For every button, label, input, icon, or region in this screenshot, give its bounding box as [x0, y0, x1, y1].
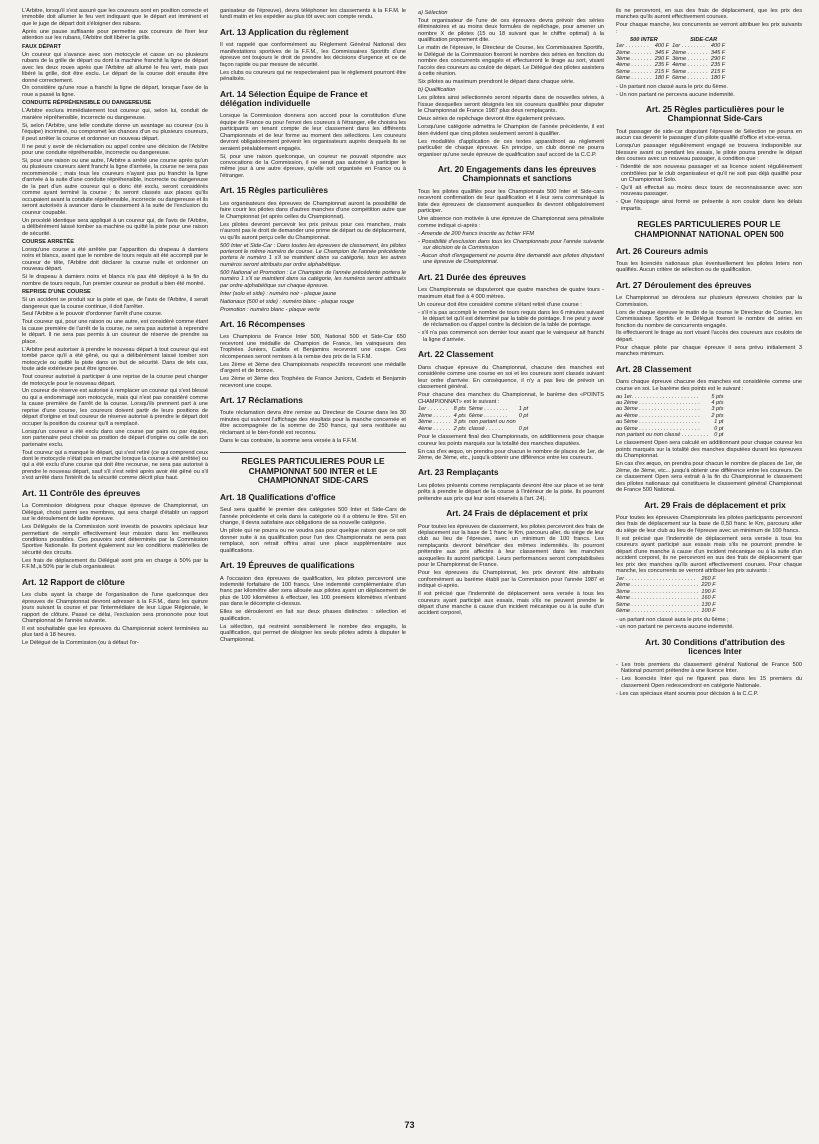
paragraph: Pour toutes les épreuves Championnats les pilotes participants percevront des frais de déplacement sur la base de 0,50 franc le Km, parcouru aller du siège de leur club au lieu de l'épreuve avec un minimum de 100 francs. — [616, 514, 802, 534]
table-row — [616, 43, 728, 49]
paragraph: Un pilote qui ne pourra ou ne voudra pas pour quelque raison que ce soit donner suite à sa qualification pour l'un des Championnats ne sera pas remplacé, son retrait offrira ainsi une place supplémentaire aux qualifications. — [220, 528, 406, 554]
paragraph: Les pilotes présents comme remplaçants devront être sur place et se tenir prêts à prendre le départ de la course à l'intérieur de la piste. Ils pourront prétendre aux prix qui leur sont réservés à l'art. 24). — [418, 482, 604, 502]
paragraph: Les organisateurs des épreuves de Championnat auront la possibilité de faire courir les pilotes dans d'autres manches d'une compétition autre que le Championnat (et après celles du Championnat). — [220, 200, 406, 220]
table-cell: 6ème . . . . . . . . — [468, 412, 508, 419]
paragraph: Lorsqu'une course a été arrêtée par l'apparition du drapeau à damiers noirs et blancs, avant que le nombre de tours requis ait été accompli par le coureur de tête, l'Arbitre doit déclarer la course nulle et ordonner un nouveau départ. — [22, 246, 208, 273]
table-row — [616, 608, 719, 614]
list-item: - Les licenciés Inter qui ne figurent pas dans les 15 premiers du classement Open redescendront en catégorie Nationale. — [616, 676, 802, 689]
table-cell: 3ème . . . . . . . — [672, 56, 708, 63]
table-cell: 180 F — [710, 75, 726, 82]
table-cell: 3 pts — [453, 419, 466, 426]
paragraph: - Un non partant ne percevra aucune indemnité. — [616, 91, 735, 98]
table-cell: 0 pt — [714, 432, 724, 439]
table-cell: 400 F — [710, 43, 726, 50]
table-header: 500 INTER — [630, 36, 658, 43]
table-cell: 220 F — [701, 582, 716, 589]
list-item: - Que l'équipage ainsi formé se présente à son couloir dans les délais impartis. — [616, 199, 802, 212]
paragraph: Il ne peut y avoir de réclamation ou appel contre une décision de l'Arbitre pour une conduite répréhensible, incorrecte ou dangereuse. — [22, 143, 208, 157]
prize-table — [616, 37, 728, 82]
paragraph: Il est souhaitable que les épreuves du Championnat soient terminées au plus tard à 18 heures. — [22, 625, 208, 639]
article-heading-23: Art. 23 Remplaçants — [418, 467, 499, 478]
paragraph: On considère qu'une roue a franchi la ligne de départ, lorsque l'axe de la roue a passé la ligne. — [22, 85, 208, 98]
subheading-course-arretee: COURSE ARRETÉE — [22, 238, 75, 245]
paragraph: Le Délégué de la Commission (ou à défaut l'or- — [22, 640, 139, 647]
column-2 — [220, 8, 406, 1098]
table-cell: 2ème . . . . . . . . . . . . . . . . . . . . . . — [616, 582, 699, 589]
table-cell: au 4ème . . . . . . . . . . . . . . . . . . . . — [616, 412, 700, 419]
table-cell: 3ème . . . . . . . . . . . . . . . . . . . . . . — [616, 588, 699, 595]
table-cell: 5ème . . . . . . . . . . . . . . . . . . . . . . — [616, 601, 699, 608]
table-cell: 1er . . . . . . . — [418, 406, 448, 413]
article-heading-12: Art. 12 Rapport de clôture — [22, 576, 125, 587]
list-item: - Les trois premiers du classement général National de France 500 National pourront prétendre à une licence Inter. — [616, 661, 802, 675]
paragraph: Pour toutes les épreuves de classement, les pilotes percevront des frais de déplacement sur la base de 1 franc le Km, parcouru aller, du siège de leur club au lieu de l'épreuve, avec un minimum de 100 francs. Les remplaçants devront bénéficier des mêmes indemnités. Ils pourront prétendre aux prix affectés à leur classement dans les manches auxquelles ils auront participé. Leurs performances seront comptabilisées pour le Championnat de France. — [418, 523, 604, 569]
article-heading-21: Art. 21 Durée des épreuves — [418, 271, 526, 282]
table-cell: 2 pts — [711, 412, 724, 419]
article-heading-13: Art. 13 Application du règlement — [220, 26, 349, 37]
paragraph: 500 National et Promotion : Le Champion de l'année précédente portera le numéro 1 s'il se maintient dans sa catégorie, les numéros seront attribués par ordre alphabétique sur chaque épreuve. — [220, 269, 406, 289]
table-cell: 180 F — [654, 75, 670, 82]
paragraph: Si, selon l'Arbitre, une telle conduite donne un avantage au coureur (ou à l'équipe) incriminé, ou compromet les chances d'un ou plusieurs coureurs, il peut arrêter la course et ordonner un nouveau départ. — [22, 122, 208, 142]
subheading-faux-depart: FAUX DÉPART — [22, 43, 62, 50]
paragraph: Tous les pilotes qualifiés pour les Championnats 500 Inter et Side-cars recevront confirmation de leur qualification et il leur sera communiqué la liste des épreuves de classement auxquelles ils devront obligatoirement participer. — [418, 188, 604, 215]
paragraph: L'Arbitre peut autoriser à prendre le nouveau départ à tout coureur qui est tombé parce qu'il a été gêné, ou qui a délibérément laissé tomber son motocycle ou quitté la piste dans un but de sécurité. Dans de tels cas, toute aide extérieure peut être ignorée. — [22, 346, 208, 373]
table-cell: classé . . . . . . — [468, 425, 504, 432]
paragraph: Lors de chaque épreuve le matin de la course le Directeur de Course, les Commissaires Sportifs et le Délégué fixeront le nombre de séries en fonction du nombre de concurrents engagés. — [616, 309, 802, 329]
table-cell: 1er . . . . . . . . . . . . . . . . . . . . . . . — [616, 576, 696, 583]
paragraph: A l'occasion des épreuves de qualification, les pilotes percevront une indemnité forfaitaire de 100 francs. Une indemnité complémentaire d'un franc par kilomètre aller sera allouée aux pilotes ayant un déplacement de plus de 100 kilomètres à effectuer, les 100 premiers kilomètres n'entrant pas dans le décompte ci-dessus. — [220, 575, 406, 608]
paragraph: ganisateur de l'épreuve), devra téléphoner les classements à la F.F.M. le lundi matin et les expédier au plus tôt avec son compte rendu. — [220, 8, 406, 21]
paragraph: L'Arbitre, lorsqu'il s'est assuré que les coureurs sont en position correcte et immobile doit allumer le feu vert indiquant que le départ est imminent et que le juge de départ doit s'éloigner des rubans. — [22, 8, 208, 27]
paragraph: Dans chaque épreuve chacune des manches est considérée comme une course en soi. Le barème des points est le suivant : — [616, 379, 802, 392]
paragraph: La Commission désignera pour chaque épreuve de Championnat, un Délégué, choisi parmi ses membres, qui sera chargé d'établir un rapport sur le déroulement de ladite épreuve. — [22, 503, 208, 523]
document-page — [22, 8, 802, 1098]
plate-rule: Nationaux (500 et side) : numéro blanc - plaque rouge — [220, 298, 355, 305]
article-heading-14: Art. 14 Sélection Équipe de France et délégation individuelle — [220, 88, 368, 108]
paragraph: - Un partant non classé aura le prix du 6ème. — [616, 83, 728, 90]
paragraph: Les frais de déplacement du Délégué sont pris en charge à 50% par la F.F.M.,à 50% par le club organisateur. — [22, 557, 208, 571]
table-cell: 8 pts — [453, 406, 466, 413]
paragraph: Il est précisé que l'indemnité de déplacement sera versée à tous les coureurs ayant participé aux essais mais s'ils ne pourront prendre le départ d'une manche à cause d'un incident mécanique ou à la suite d'un accident corporel, ils ne percevront en sus des frais de déplacement que les prix des manches qu'ils auront effectivement courues. Pour chaque manche, les concurrents se verront attribuer les prix suivants : — [616, 535, 802, 575]
paragraph: Seul l'Arbitre a le pouvoir d'ordonner l'arrêt d'une course. — [22, 311, 163, 318]
column-4 — [616, 8, 802, 1098]
paragraph: Après une pause suffisante pour permettre aux coureurs de fixer leur attention sur les rubans, l'Arbitre doit libérer la grille. — [22, 28, 208, 42]
paragraph: - un non partant ne percevra aucune indemnité. — [616, 624, 734, 631]
points-table — [418, 406, 531, 432]
paragraph: Les pilotes ainsi sélectionnés seront répartis dans de nouvelles séries, à l'issue desquelles seront désignés les six coureurs qualifiés pour disputer le Championnat de France 1987 plus deux remplaçants. — [418, 95, 604, 115]
paragraph: Un coureur qui s'avance avec son motocycle et casse un ou plusieurs rubans de la grille de départ ou dont la machine franchit la ligne de départ avec les deux roues après que l'Arbitre ait allumé le feu vert, mais pas libéré la grille, doit être exclu. Le départ de la course doit ensuite être donné correctement. — [22, 51, 208, 84]
table-cell: 160 F — [701, 595, 716, 602]
paragraph: Tout coureur qui, pour une raison ou une autre, est considéré comme étant la cause première de l'arrêt de la course, ne sera pas autorisé à reprendre le départ. Il ne sera pas permis à un coureur de réserve de prendre sa place. — [22, 319, 208, 345]
table-cell: 4ème . . . . . . . . . . . . . . . . . . . . . . — [616, 595, 699, 602]
table-cell: non partant ou non classé . . . . . . . . . — [616, 432, 709, 439]
table-cell: 6ème . . . . . . . — [672, 75, 708, 82]
table-cell: au 2ème . . . . . . . . . . . . . . . . . . . . — [616, 400, 700, 407]
table-cell: non partant ou non — [468, 419, 516, 426]
paragraph: Ils effectueront le tirage au sort visant l'accès des coureurs aux couloirs de départ. — [616, 330, 802, 343]
table-cell: au 3ème . . . . . . . . . . . . . . . . . . . . — [616, 406, 700, 413]
list-item: - Amende de 200 francs inscrite au fichier FFM — [418, 230, 535, 237]
paragraph: Les clubs ou coureurs qui ne respecteraient pas le règlement pourront être pénalisés. — [220, 69, 406, 83]
table-cell: 2ème . . . . . . . — [672, 49, 708, 56]
table-row — [418, 419, 531, 425]
table-cell: au 5ème . . . . . . . . . . . . . . . . . . . . — [616, 419, 700, 426]
article-heading-19: Art. 19 Épreuves de qualifications — [220, 560, 355, 571]
paragraph: Seul sera qualifié le premier des catégories 500 Inter et Side-Cars de l'année précédente et cela dans la catégorie où il a obtenu le titre. S'il en change, il devra satisfaire aux obligations de sa nouvelle catégorie. — [220, 507, 406, 527]
paragraph: Les Champions de France Inter 500, National 500 et Side-Car 650 recevront une médaille de Champion de France, les vainqueurs des Trophées Juniors, Cadets et Benjamins recevront une coupe. Ces récompenses seront remises à la remise des prix de la F.F.M. — [220, 334, 406, 360]
article-heading-29: Art. 29 Frais de déplacement et prix — [644, 499, 786, 510]
paragraph: Une absence non motivée à une épreuve de Championnat sera pénalisée comme indiqué ci-après : — [418, 216, 604, 229]
list-item: - Les cas spéciaux étant soumis pour décision à la C.C.P. — [616, 690, 759, 697]
table-cell: 400 F — [654, 43, 670, 50]
paragraph: La sélection, qui restreint sensiblement le nombre des engagés, la qualification, qui permet de désigner les seuls pilotes admis à disputer le Championnat. — [220, 623, 406, 643]
table-cell: 4 pts — [453, 412, 466, 419]
paragraph: Les Délégués de la Commission sont investis de pouvoirs spéciaux leur permettant de remplir effectivement leur mission dans les meilleures conditions possibles. Ces pouvoirs sont déterminés par la Commission Sportive Nationale. Ils portent également sur les conditions matérielles de sécurité des circuits. — [22, 524, 208, 556]
table-cell: 3ème . . . . . . — [418, 419, 451, 426]
paragraph: Les pilotes devront percevoir les prix prévus pour ces manches, mais n'auront pas le droit de demander une prime de départ ou de déplacement, vu qu'ils auront perçu celle du Championnat. — [220, 221, 406, 241]
paragraph: Lorsqu'un passager régulièrement engagé se trouvera indisponible sur blessure avant ou pendant les essais, le pilote pourra prendre le départ des courses avec un nouveau passager, à condition que : — [616, 143, 802, 163]
paragraph: Elles se dérouleront en fait sur deux phases distinctes : sélection et qualification. — [220, 609, 406, 622]
table-cell: 5ème . . . . . . . . — [468, 406, 508, 413]
table-row — [616, 582, 719, 588]
paragraph: Tous les licenciés nationaux plus éventuellement les pilotes Inters non qualifiés. Aucun critère de sélection ou de qualification. — [616, 260, 802, 274]
table-cell: 2 pts — [453, 425, 466, 432]
paragraph: - un partant non classé aura le prix du 6ème ; — [616, 616, 729, 623]
paragraph: Tout passager de side-car disputant l'épreuve de Sélection ne pourra en aucun cas devenir le passager d'un pilote qualifié d'office et vice-versa. — [616, 128, 802, 142]
table-row — [616, 75, 728, 81]
paragraph: Il est précisé que l'indemnité de déplacement sera versée à tous les coureurs ayant participé aux essais, mais s'ils ne peuvent prendre le départ d'une manche à cause d'un incident mécanique ou à la suite d'un accident corporel, — [418, 591, 604, 617]
table-cell: 130 F — [701, 601, 716, 608]
table-cell: 0 pt — [518, 412, 529, 419]
list-item: - s'il n'a pas commencé son dernier tour avant que le vainqueur ait franchi la ligne d'arrivée. — [418, 330, 604, 343]
paragraph: Tout coureur qui a manqué le départ, qui s'est retiré (ce qui comprend ceux dont le motocycle n'était pas en marche lorsque la course a été arrêtée) ou qui a été exclu d'une course qui doit être recourue, ne sera pas autorisé à prendre le nouveau départ, sauf s'il s'est retiré après avoir été gêné ou s'il s'est arrêté dans l'intérêt de la sécurité comme décrit plus haut. — [22, 449, 208, 482]
paragraph: Lorsque la Commission donnera son accord pour la constitution d'une équipe de France ou pour l'envoi des coureurs à l'étranger, elle choisira les participants en tenant compte de leur classement dans les différents Championnats et de leur forme au moment des sélections. Les coureurs devront obligatoirement prévenir les organisateurs auprès desquels ils se seraient préalablement engagés. — [220, 113, 406, 152]
article-heading-25: Art. 25 Règles particulières pour le Championnat Side-Cars — [645, 104, 785, 124]
table-cell: 1er . . . . . . . . — [672, 43, 706, 50]
list-item: - l'identité de son nouveau passager et sa licence soient régulièrement contrôlées par le club organisateur et qu'il ne soit pas déjà qualifié pour un Championnat Solo. — [616, 164, 802, 184]
column-3 — [418, 8, 604, 1098]
table-cell: au 6ème . . . . . . . . . . . . . . . . . . . . — [616, 425, 700, 432]
paragraph: Tout organisateur de l'une de ces épreuves devra prévoir des séries éliminatoires et au moins deux formules de repêchage, pour amener un nombre X de pilotes (15 ou 18 suivant que le chiffre optimal) à la qualification proprement dite. — [418, 17, 604, 44]
paragraph: Tout coureur autorisé à participer à une reprise de la course peut changer de motocycle pour le nouveau départ. — [22, 374, 208, 387]
article-heading-16: Art. 16 Récompenses — [220, 319, 306, 330]
paragraph: Les Championnats se disputeront que quatre manches de quatre tours - maximum était fixé à 4 000 mètres. — [418, 287, 604, 300]
paragraph: Les modalités d'application de ces textes apparaîtront au règlement particulier de chaque épreuve. En principe, un club donné ne pourra organiser qu'une seule épreuve de qualification sauf accord de la C.C.P. — [418, 138, 604, 158]
table-cell: 5 pts — [711, 393, 724, 400]
table-header: SIDE-CAR — [690, 36, 718, 43]
table-cell: 3 pts — [711, 406, 724, 413]
article-heading-24: Art. 24 Frais de déplacement et prix — [446, 508, 588, 519]
paragraph: Lorsqu'un coureur a été exclu dans une course par pairs ou par équipe, son partenaire peut choisir sa position de départ d'origine ou celle de son partenaire exclu. — [22, 428, 208, 448]
paragraph: Dans le cas contraire, la somme sera versée à la F.F.M. — [220, 437, 358, 444]
article-heading-27: Art. 27 Déroulement des épreuves — [616, 279, 752, 290]
paragraph: Si un accident se produit sur la piste et que, de l'avis de l'Arbitre, il serait dangereux que la course continue, il doit l'arrêter. — [22, 297, 208, 310]
points-table — [616, 394, 727, 439]
article-heading-22: Art. 22 Classement — [418, 349, 494, 360]
paragraph: Pour chacune des manches du Championnat, le barème des «POINTS CHAMPIONNAT» est le suivant : — [418, 392, 604, 405]
article-heading-18: Art. 18 Qualifications d'office — [220, 492, 336, 503]
paragraph: Le Championnat se déroulera sur plusieurs épreuves choisies par la Commission. — [616, 295, 802, 308]
article-heading-15: Art. 15 Règles particulières — [220, 185, 328, 196]
paragraph: Si le drapeau à damiers noirs et blancs n'a pas été déployé à la fin du nombre de tours requis, l'un premier coureur se produit a bien été montré. — [22, 274, 208, 287]
table-cell: 4ème . . . . . . — [418, 425, 451, 432]
table-cell: 260 F — [701, 576, 716, 583]
subheading-conduite: CONDUITE RÉPRÉHENSIBLE OU DANGEREUSE — [22, 100, 152, 107]
paragraph: Les 2ème et 3ème des Trophées de France Juniors, Cadets et Benjamin recevront une coupe. — [220, 376, 406, 389]
paragraph: Le matin de l'épreuve, le Directeur de Course, les Commissaires Sportifs, le Délégué de la Commission fixeront le nombre des séries en fonction du nombre des concurrents engagés et effectueront le tirage au sort, visant l'accès des coureurs au couloir de départ. Le Délégué des pilotes assistera à cette réunion. — [418, 45, 604, 78]
table-cell: 4ème . . . . . . . — [672, 62, 708, 69]
table-cell: 2ème . . . . . . — [418, 412, 451, 419]
section-heading: REGLES PARTICULIERES POUR LE CHAMPIONNAT NATIONAL OPEN 500 — [634, 219, 784, 239]
paragraph: En cas d'ex æquo, on prendra pour chacun le nombre de places de 1er, de 2ème, de 3ème, etc., jusqu'à obtenir une différence entre les coureurs. — [418, 448, 604, 461]
table-cell: 2ème . . . . . . . — [616, 49, 652, 56]
paragraph: 500 Inter et Side-Car : Dans toutes les épreuves de classement, les pilotes porteront le même numéro de course. Le Champion de l'année précédente portera le numéro 1 s'il se maintient dans sa catégorie, tous les autres numéros seront attribués par ordre alphabétique. — [220, 242, 406, 268]
paragraph: Si, pour une raison ou une autre, l'Arbitre a arrêté une course après qu'un ou plusieurs coureurs aient franchi la ligne d'arrivée, la course ne sera pas recommencée ; mais tous les coureurs n'ayant pas pu franchir la ligne d'arrivée à la suite d'une conduite répréhensible, incorrecte ou dangereuse de la part d'un autre coureur qui a donc été exclu, seront considérés comme ayant terminé la course ; ils seront classés aux places qu'ils occupaient avant la conduite répréhensible, incorrecte ou dangereuse et ils seront autorisés à avancer dans le classement à la suite de l'exclusion du coureur coupable. — [22, 158, 208, 216]
article-heading-30: Art. 30 Conditions d'attribution des licences Inter — [645, 636, 785, 657]
paragraph: Pour les épreuves du Championnat, les prix devront être attribués conformément au barème établi par la Commission pour l'année 1987 et indiqué ci-après. — [418, 570, 604, 590]
table-cell: 345 F — [654, 49, 670, 56]
table-cell: 290 F — [654, 56, 670, 63]
paragraph: Un coureur doit être considéré comme s'étant retiré d'une course : — [418, 301, 582, 308]
table-cell: 235 F — [710, 62, 726, 69]
plate-rule: Promotion : numéro blanc - plaque verte — [220, 306, 320, 313]
table-cell: 215 F — [710, 68, 726, 75]
list-item: - Qu'il ait effectué au moins deux tours de reconnaissance avec son nouveau passager. — [616, 185, 802, 198]
article-heading-20: Art. 20 Engagements dans les épreuves Championnats et sanctions — [437, 164, 597, 184]
paragraph: Deux séries de repêchage devront être également prévues. — [418, 116, 566, 123]
table-cell: 5ème . . . . . . . — [616, 68, 652, 75]
paragraph: Si, pour une raison quelconque, un coureur ne pouvait répondre aux convocations de la Commission, il ne serait pas autorisé à participer le même jour à une autre épreuve, qu'elle soit organisée en France ou à l'étranger. — [220, 153, 406, 179]
table-cell: 290 F — [710, 56, 726, 63]
list-item: - s'il n'a pas accompli le nombre de tours requis dans les 6 minutes suivant le départ tel qu'il est déterminé par la table de pointage. Il ne peut y avoir de réclamation ou d'appel contre la décision de la table de pointage. — [418, 309, 604, 329]
paragraph: ils ne percevront, en sus des frais de déplacement, que les prix des manches qu'ils auront effectivement courues. — [616, 8, 802, 21]
article-heading-28: Art. 28 Classement — [616, 363, 692, 374]
table-row — [616, 62, 728, 68]
table-row — [616, 432, 727, 438]
table-cell: 0 pt — [714, 425, 724, 432]
article-heading-26: Art. 26 Coureurs admis — [616, 245, 709, 256]
column-1 — [22, 8, 208, 1098]
table-cell: 5ème . . . . . . . — [672, 68, 708, 75]
table-cell: 4ème . . . . . . . — [616, 62, 652, 69]
list-item: - Aucun droit d'engagement ne pourra être demandé aux pilotes disputant une épreuve de Championnat. — [418, 252, 604, 266]
paragraph: Un coureur de réserve est autorisé à remplacer un coureur qui s'est blessé ou qui a endommagé son motocycle, mais qui n'est pas considéré comme la cause première de l'arrêt de la course. Lorsqu'ils prennent part à une reprise d'une course, les coureurs doivent partir de leurs positions de départ d'origine et tout coureur de réserve autorisé à prendre le départ doit occuper la position du coureur qu'il a remplacé. — [22, 388, 208, 427]
paragraph: Le classement Open sera calculé en additionnant pour chaque coureur les points marqués sur la totalité des manches disputées durant les épreuves du Championnat. — [616, 440, 802, 460]
sublabel-qualification: b) Qualification — [418, 87, 456, 94]
table-cell: 235 F — [654, 62, 670, 69]
paragraph: Pour chaque pilote par chaque épreuve il sera prévu initialement 3 manches minimum. — [616, 344, 802, 358]
paragraph: Six pilotes au maximum prendront le départ dans chaque série. — [418, 79, 575, 86]
paragraph: Pour chaque manche, les concurrents se verront attribuer les prix suivants : — [616, 22, 802, 35]
table-cell: 4 pts — [711, 400, 724, 407]
paragraph: En cas d'ex æquo, on prendra pour chacun le nombre de places de 1er, de 2ème, de 3ème, etc... jusqu'à obtenir une différence entre les coureurs. De ce classement Open sera extrait à la fin du Championnat le classement des pilotes nationaux qui constituera le classement général Championnat de France 500 National. — [616, 461, 802, 494]
section-heading: REGLES PARTICULIERES POUR LE CHAMPIONNAT 500 INTER et LE CHAMPIONNAT SIDE-CARS — [220, 452, 406, 486]
table-cell: 100 F — [701, 608, 716, 615]
paragraph: Pour le classement final des Championnats, on additionnera pour chaque coureur les points marqués sur la totalité des manches disputées. — [418, 434, 604, 447]
table-cell: 1er . . . . . . . . — [616, 43, 649, 50]
subheading-reprise: REPRISE D'UNE COURSE — [22, 289, 91, 296]
table-cell: 345 F — [710, 49, 726, 56]
prize-table — [616, 576, 719, 614]
paragraph: Les 2ème et 3ème des Championnats respectifs recevront une médaille d'argent et de bronze. — [220, 361, 406, 375]
table-cell: 6ème . . . . . . . . . . . . . . . . . . . . . . — [616, 608, 699, 615]
table-cell: au 1er. . . . . . . . . . . . . . . . . . . . . . — [616, 393, 699, 400]
paragraph: Un procédé identique sera appliqué à un coureur qui, de l'avis de l'Arbitre, a délibérément laissé tomber sa machine ou quitté la piste pour une raison de sécurité. — [22, 217, 208, 237]
plate-rule: Inter (solo et side) : numéro noir - plaque jaune — [220, 290, 337, 297]
paragraph: Toute réclamation devra être remise au Directeur de Course dans les 30 minutes qui suivront l'affichage des résultats pour la manche concernée et être accompagnée de la somme de 250 francs, qui sera restituée au réclamant si le bien-fondé est reconnu. — [220, 410, 406, 436]
table-cell: 6ème . . . . . . . — [616, 75, 652, 82]
table-cell: 190 F — [701, 588, 716, 595]
table-cell: 3ème . . . . . . . — [616, 56, 652, 63]
table-cell: 215 F — [654, 68, 670, 75]
table-cell: 1 pt — [714, 419, 724, 426]
paragraph: L'Arbitre exclura immédiatement tout coureur qui, selon lui, conduit de manière répréhensible, incorrecte ou dangereuse. — [22, 108, 208, 121]
article-heading-11: Art. 11 Contrôle des épreuves — [22, 487, 141, 498]
table-cell: 1 pt — [518, 406, 529, 413]
paragraph: Il est rappelé que conformément au Règlement Général National des manifestations sportives de la F.F.M., les Commissaires Sportifs d'une épreuve ont toujours le droit de prendre les décisions d'urgence et ce de façon rapide ou par mesure de sécurité. — [220, 42, 406, 68]
table-row — [418, 426, 531, 432]
table-cell: 0 pt — [518, 425, 529, 432]
paragraph: Lorsqu'une catégorie admettra le Champion de l'année précédente, il est bien évident que cinq pilotes seulement seront à qualifier. — [418, 124, 604, 137]
page-number: 73 — [404, 1120, 415, 1130]
paragraph: Dans chaque épreuve du Championnat, chacune des manches est considérée comme une course en soi et les coureurs sont classés suivant leur ordre d'arrivée. En conséquence, il n'y a pas lieu de prévoir un classement général. — [418, 364, 604, 391]
paragraph: Les clubs ayant la charge de l'organisation de l'une quelconque des épreuves de Championnat devront adresser à la F.F.M., dans les quinze jours suivant la course et par l'intermédiaire de leur Ligue Régionale, le rapport de clôture. Passé ce délai, l'exclusion sera prononcée pour tout Championnat de l'année suivante. — [22, 592, 208, 624]
table-row — [616, 595, 719, 601]
list-item: - Possibilité d'exclusion dans tous les Championnats pour l'année suivante sur décision de la Commission — [418, 238, 604, 251]
sublabel-selection: a) Sélection — [418, 10, 448, 16]
article-heading-17: Art. 17 Réclamations — [220, 395, 303, 406]
